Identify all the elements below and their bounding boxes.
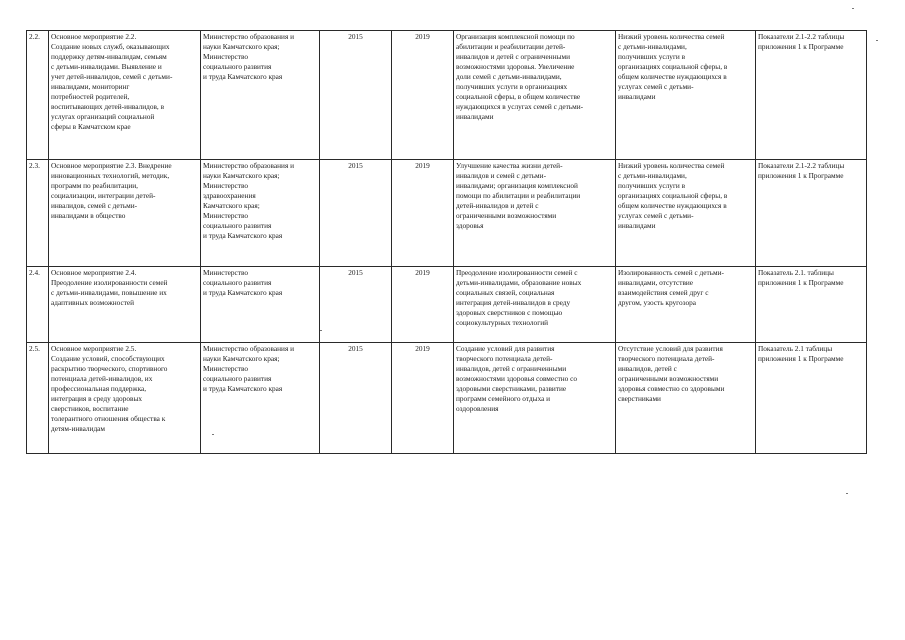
indicator-link-cell xyxy=(756,31,867,160)
text-line: общем количестве нуждающихся в xyxy=(618,201,727,210)
text-line: детям-инвалидам xyxy=(51,424,106,433)
scan-speck xyxy=(876,40,878,41)
text-line: инвалидами; организация комплексной xyxy=(456,181,578,190)
text-line: Показатель 2.1 таблицы xyxy=(758,344,833,353)
text-line: Создание условий для развития xyxy=(456,344,555,353)
text-line: Министерство xyxy=(203,52,248,61)
text-line: инвалидами xyxy=(456,112,494,121)
start-year-cell: 2015 xyxy=(320,160,392,267)
text-line: возможностями здоровья совместно со xyxy=(456,374,578,383)
responsible-executor-cell xyxy=(201,267,320,343)
text-line: услугах семей с детьми- xyxy=(618,211,694,220)
text-line: социокультурных технологий xyxy=(456,318,549,327)
text-line: помощи по абилитации и реабилитации xyxy=(456,191,581,200)
text-line: с детьми-инвалидами, повышение их xyxy=(51,288,167,297)
indicator-link-cell xyxy=(756,267,867,343)
text-line: науки Камчатского края; xyxy=(203,42,280,51)
text-line: инвалидов, детей с xyxy=(618,364,677,373)
text-line: возможностями здоровья. Увеличение xyxy=(456,62,575,71)
scan-speck xyxy=(320,330,322,331)
text-line: и труда Камчатского края xyxy=(203,288,283,297)
text-line: получивших услуги в xyxy=(618,181,686,190)
text-line: приложения 1 к Программе xyxy=(758,42,844,51)
text-line: здоровыми сверстниками, развитие xyxy=(456,384,567,393)
text-line: организациях социальной сферы, в xyxy=(618,191,728,200)
text-line: с детьми-инвалидами. Выявление и xyxy=(51,62,162,71)
text-line: с детьми-инвалидами, xyxy=(618,171,687,180)
expected-result-cell xyxy=(454,160,616,267)
text-line: сверстниками xyxy=(618,394,661,403)
text-line: здравоохранения xyxy=(203,191,256,200)
text-line: Министерство xyxy=(203,181,248,190)
text-line: Преодоление изолированности семей с xyxy=(456,268,578,277)
text-line: программ по реабилитации, xyxy=(51,181,138,190)
event-description-cell xyxy=(49,160,201,267)
text-line: Низкий уровень количества семей xyxy=(618,32,725,41)
text-line: Министерство образования и xyxy=(203,344,295,353)
text-line: здоровья xyxy=(456,221,484,230)
text-line: услугах организаций социальной xyxy=(51,112,155,121)
text-line: социального развития xyxy=(203,374,272,383)
text-line: науки Камчатского края; xyxy=(203,354,280,363)
text-line: Министерство образования и xyxy=(203,32,295,41)
start-year-cell: 2015 xyxy=(320,343,392,454)
text-line: профессиональная поддержка, xyxy=(51,384,147,393)
text-line: Изолированность семей с детьми- xyxy=(618,268,724,277)
text-line: потребностей родителей, xyxy=(51,92,130,101)
text-line: социальной сферы, в общем количестве xyxy=(456,92,581,101)
start-year-cell: 2015 xyxy=(320,267,392,343)
text-line: Основное мероприятие 2.3. Внедрение xyxy=(51,161,172,170)
event-description-cell xyxy=(49,343,201,454)
expected-result-cell xyxy=(454,31,616,160)
text-line: Отсутствие условий для развития xyxy=(618,344,723,353)
text-line: и труда Камчатского края xyxy=(203,231,283,240)
end-year-cell: 2019 xyxy=(392,267,454,343)
text-line: Министерство xyxy=(203,364,248,373)
text-line: Организация комплексной помощи по xyxy=(456,32,575,41)
text-line: социального развития xyxy=(203,62,272,71)
expected-result-cell xyxy=(454,267,616,343)
text-line: Создание новых служб, оказывающих xyxy=(51,42,170,51)
text-line: приложения 1 к Программе xyxy=(758,171,844,180)
program-events-table xyxy=(26,30,867,454)
non-implementation-consequence-cell xyxy=(616,267,756,343)
text-line: толерантного отношения общества к xyxy=(51,414,166,423)
non-implementation-consequence-cell xyxy=(616,160,756,267)
text-line: Основное мероприятие 2.5. xyxy=(51,344,137,353)
text-line: науки Камчатского края; xyxy=(203,171,280,180)
text-line: и труда Камчатского края xyxy=(203,384,283,393)
text-line: инвалидов и детей с ограниченными xyxy=(456,52,571,61)
text-line: Показатели 2.1-2.2 таблицы xyxy=(758,32,845,41)
end-year-cell: 2019 xyxy=(392,343,454,454)
text-line: Показатель 2.1. таблицы xyxy=(758,268,834,277)
table-row xyxy=(27,267,867,343)
text-line: интеграция детей-инвалидов в среду xyxy=(456,298,571,307)
text-line: потенциала детей-инвалидов, их xyxy=(51,374,153,383)
text-line: другом, узость кругозора xyxy=(618,298,696,307)
text-line: Основное мероприятие 2.4. xyxy=(51,268,137,277)
text-line: Министерство xyxy=(203,211,248,220)
text-line: приложения 1 к Программе xyxy=(758,354,844,363)
table-row xyxy=(27,31,867,160)
text-line: Министерство xyxy=(203,268,248,277)
row-number-cell: 2.2. xyxy=(27,31,49,160)
text-line: абилитации и реабилитации детей- xyxy=(456,42,566,51)
text-line: с детьми-инвалидами, xyxy=(618,42,687,51)
text-line: детей-инвалидов и детей с xyxy=(456,201,539,210)
text-line: поддержку детям-инвалидам, семьям xyxy=(51,52,167,61)
text-line: доли семей с детьми-инвалидами, xyxy=(456,72,562,81)
text-line: и труда Камчатского края xyxy=(203,72,283,81)
responsible-executor-cell xyxy=(201,31,320,160)
event-description-cell xyxy=(49,31,201,160)
text-line: творческого потенциала детей- xyxy=(456,354,553,363)
non-implementation-consequence-cell xyxy=(616,343,756,454)
text-line: учет детей-инвалидов, семей с детьми- xyxy=(51,72,173,81)
text-line: Основное мероприятие 2.2. xyxy=(51,32,137,41)
indicator-link-cell xyxy=(756,343,867,454)
text-line: инвалидами xyxy=(618,221,656,230)
text-line: Низкий уровень количества семей xyxy=(618,161,725,170)
table-row xyxy=(27,160,867,267)
text-line: воспитывающих детей-инвалидов, в xyxy=(51,102,165,111)
scan-speck xyxy=(846,493,848,494)
text-line: Показатели 2.1-2.2 таблицы xyxy=(758,161,845,170)
row-number-cell: 2.3. xyxy=(27,160,49,267)
event-description-cell xyxy=(49,267,201,343)
text-line: ограниченными возможностями xyxy=(456,211,557,220)
text-line: детьми-инвалидами, образование новых xyxy=(456,278,582,287)
text-line: инвалидов, семей с детьми- xyxy=(51,201,138,210)
text-line: приложения 1 к Программе xyxy=(758,278,844,287)
text-line: организациях социальной сферы, в xyxy=(618,62,728,71)
text-line: программ семейного отдыха и xyxy=(456,394,551,403)
start-year-cell: 2015 xyxy=(320,31,392,160)
text-line: услугах семей с детьми- xyxy=(618,82,694,91)
text-line: ограниченными возможностями xyxy=(618,374,719,383)
text-line: инвалидов, детей с ограниченными xyxy=(456,364,567,373)
text-line: социального развития xyxy=(203,221,272,230)
text-line: Улучшение качества жизни детей- xyxy=(456,161,563,170)
text-line: инвалидами, мониторинг xyxy=(51,82,130,91)
text-line: интеграция в среду здоровых xyxy=(51,394,142,403)
text-line: инвалидами в общество xyxy=(51,211,126,220)
text-line: инвалидов и семей с детьми- xyxy=(456,171,547,180)
text-line: сверстников, воспитание xyxy=(51,404,129,413)
indicator-link-cell xyxy=(756,160,867,267)
text-line: Преодоление изолированности семей xyxy=(51,278,168,287)
text-line: инновационных технологий, методик, xyxy=(51,171,170,180)
text-line: инвалидами, отсутствие xyxy=(618,278,694,287)
responsible-executor-cell xyxy=(201,343,320,454)
text-line: Камчатского края; xyxy=(203,201,260,210)
text-line: оздоровления xyxy=(456,404,499,413)
text-line: получивших услуги в организациях xyxy=(456,82,568,91)
text-line: сферы в Камчатском крае xyxy=(51,122,131,131)
text-line: социализации, интеграции детей- xyxy=(51,191,156,200)
text-line: Министерство образования и xyxy=(203,161,295,170)
responsible-executor-cell xyxy=(201,160,320,267)
row-number-cell: 2.5. xyxy=(27,343,49,454)
table-row xyxy=(27,343,867,454)
text-line: нуждающихся в услугах семей с детьми- xyxy=(456,102,584,111)
scan-speck xyxy=(852,8,854,9)
text-line: взаимодействия семей друг с xyxy=(618,288,709,297)
text-line: получивших услуги в xyxy=(618,52,686,61)
text-line: здоровых сверстников с помощью xyxy=(456,308,563,317)
text-line: инвалидами xyxy=(618,92,656,101)
expected-result-cell xyxy=(454,343,616,454)
text-line: Создание условий, способствующих xyxy=(51,354,165,363)
scan-speck xyxy=(212,434,214,435)
row-number-cell: 2.4. xyxy=(27,267,49,343)
text-line: социальных связей, социальная xyxy=(456,288,555,297)
text-line: общем количестве нуждающихся в xyxy=(618,72,727,81)
non-implementation-consequence-cell xyxy=(616,31,756,160)
text-line: адаптивных возможностей xyxy=(51,298,135,307)
text-line: социального развития xyxy=(203,278,272,287)
end-year-cell: 2019 xyxy=(392,31,454,160)
text-line: раскрытию творческого, спортивного xyxy=(51,364,168,373)
text-line: творческого потенциала детей- xyxy=(618,354,715,363)
end-year-cell: 2019 xyxy=(392,160,454,267)
text-line: здоровья совместно со здоровыми xyxy=(618,384,725,393)
